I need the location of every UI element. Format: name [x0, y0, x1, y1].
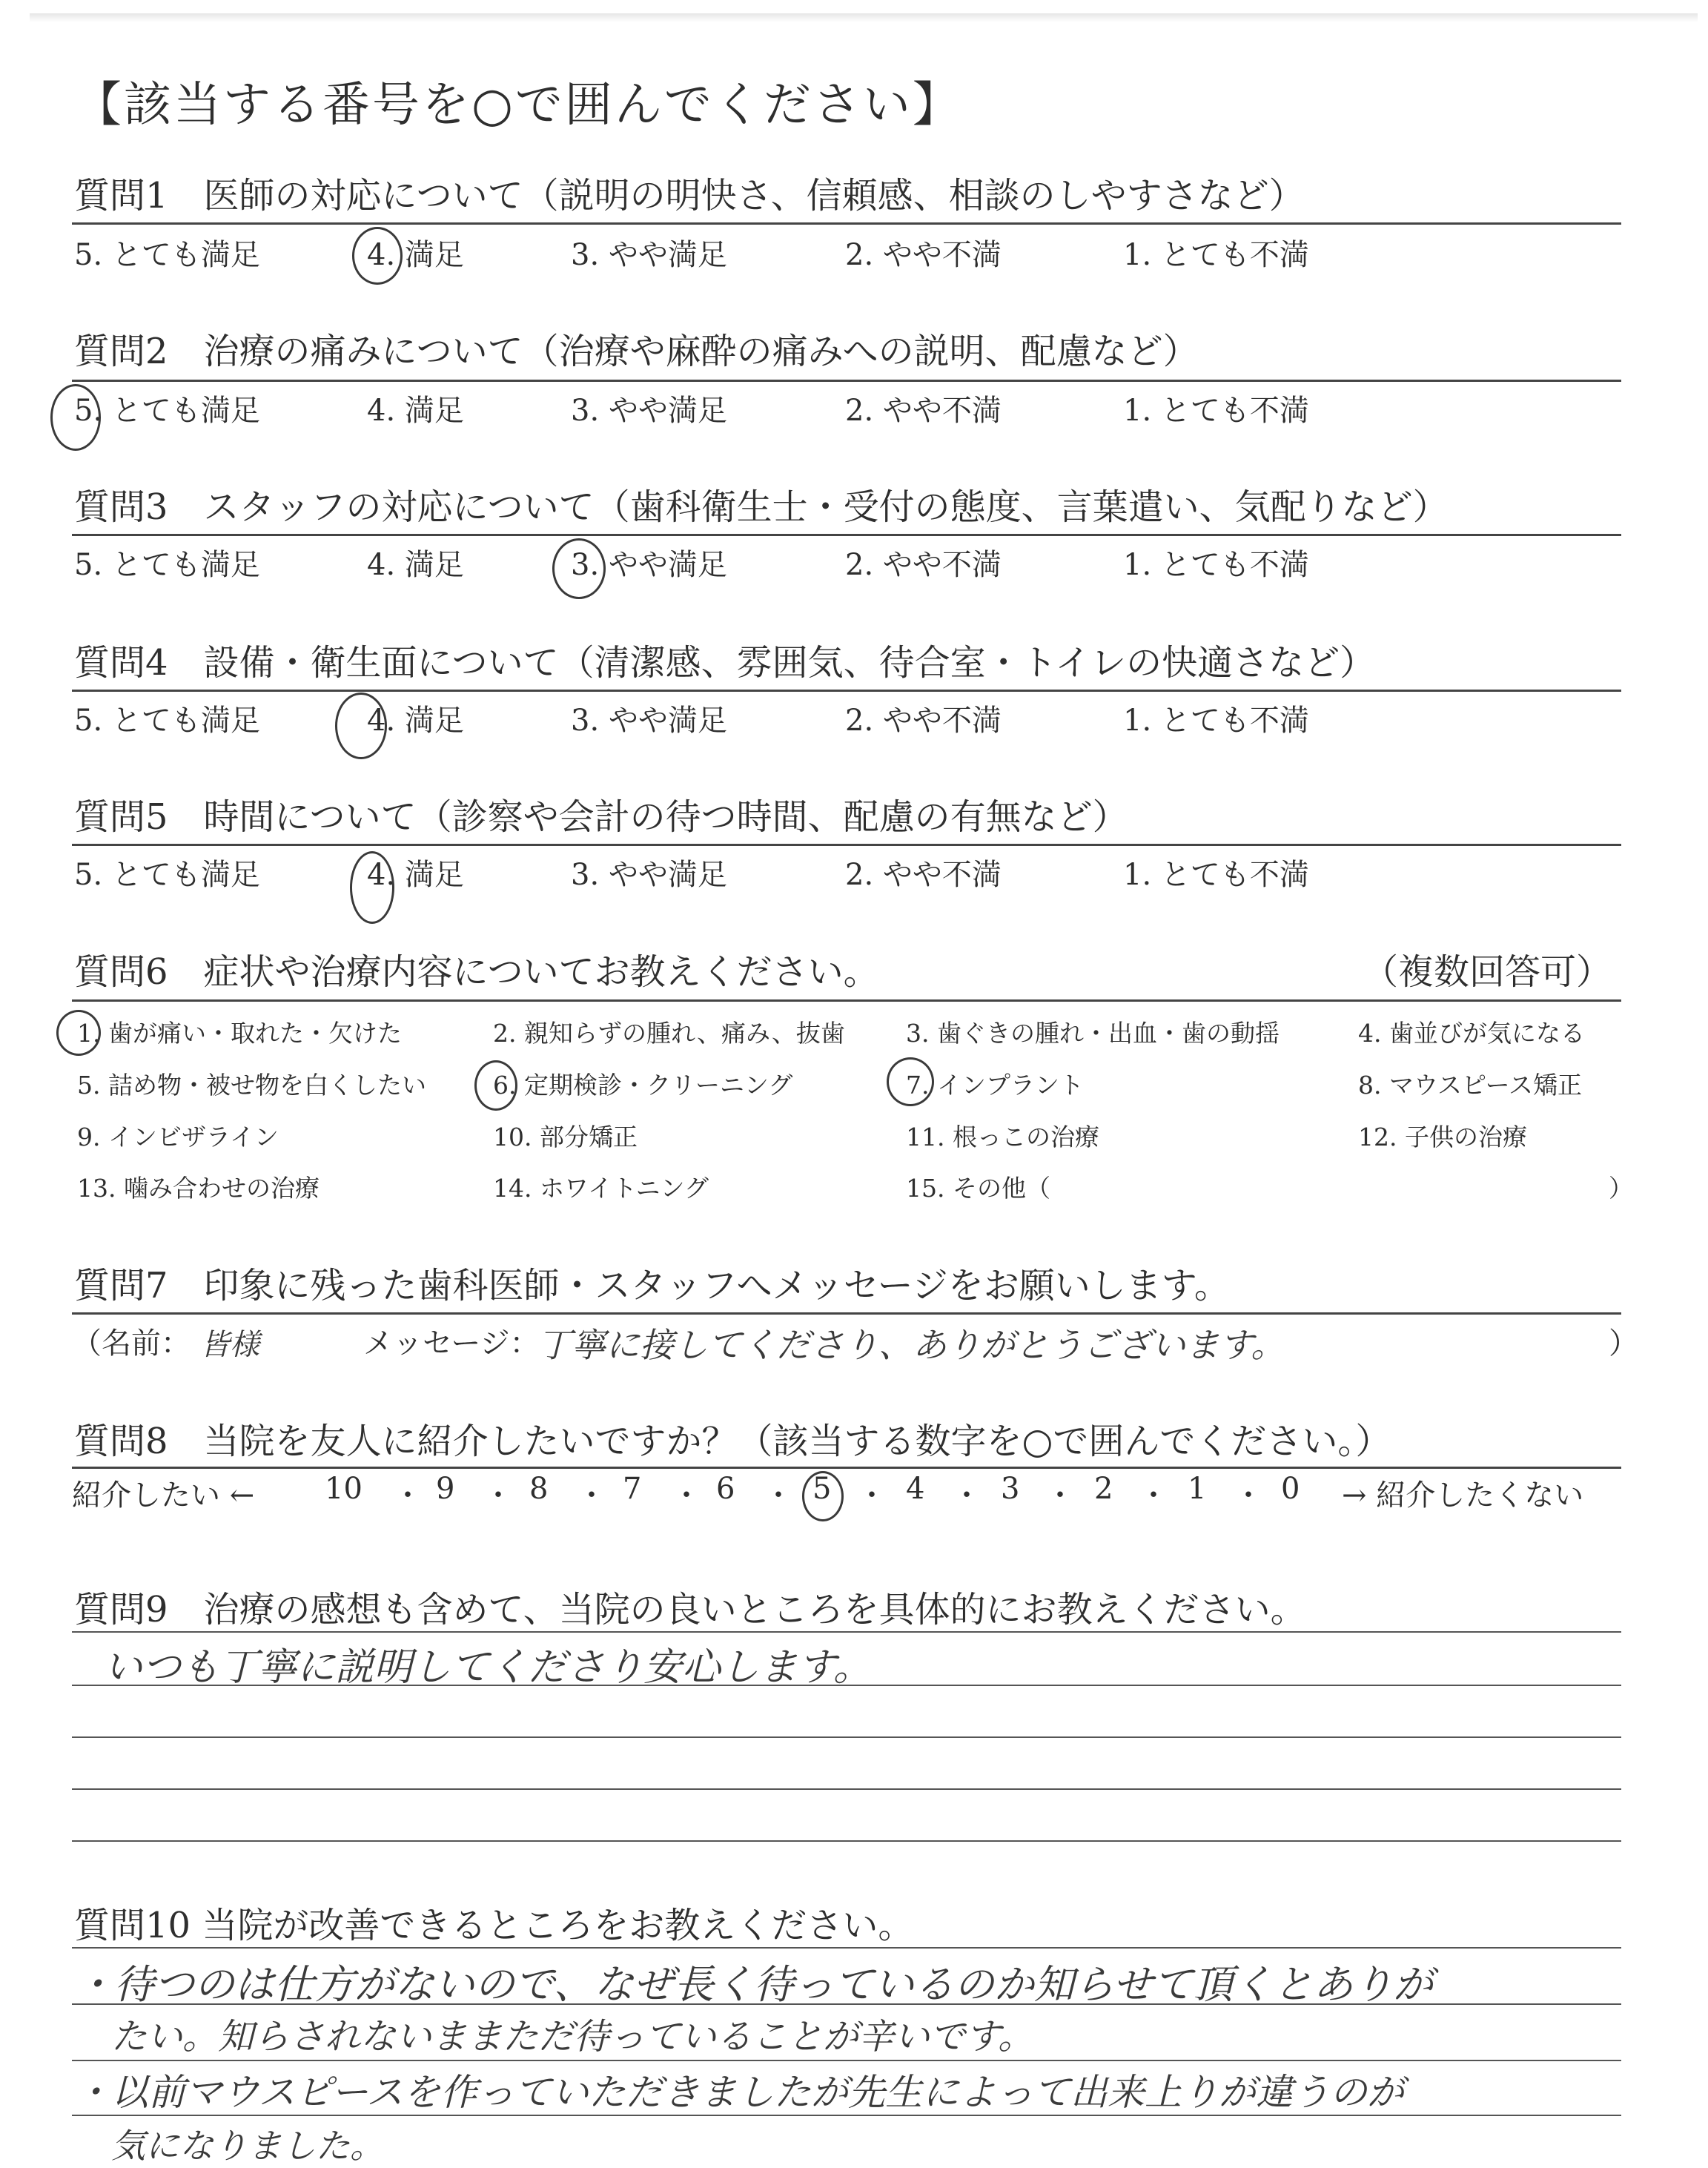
q3-option-5[interactable]: 5. とても満足	[74, 548, 260, 582]
q6-item-8[interactable]: 8. マウスピース矯正	[1358, 1071, 1583, 1100]
q4-option-1[interactable]: 1. とても不満	[1123, 704, 1309, 738]
q1-option-1[interactable]: 1. とても不満	[1123, 238, 1309, 272]
q4-option-2[interactable]: 2. やや不満	[845, 704, 1002, 738]
q6-selection-circle-7	[887, 1057, 934, 1106]
question-8-title: 質問8 当院を友人に紹介したいですか？（該当する数字を○で囲んでください。）	[74, 1421, 1391, 1462]
q8-scale-2[interactable]: 2	[1094, 1472, 1113, 1506]
q8-scale-6[interactable]: 6	[716, 1472, 735, 1506]
q6-item-1[interactable]: 1. 歯が痛い・取れた・欠けた	[77, 1019, 402, 1048]
question-5-rule	[72, 844, 1621, 846]
q1-option-2[interactable]: 2. やや不満	[845, 238, 1002, 272]
q5-selection-circle	[350, 851, 394, 924]
q6-item-2[interactable]: 2. 親知らずの腫れ、痛み、抜歯	[493, 1019, 845, 1048]
q2-option-4[interactable]: 4. 満足	[367, 394, 464, 428]
q6-item-15-close: ）	[1609, 1174, 1633, 1203]
q2-selection-circle	[50, 384, 101, 451]
q5-option-3[interactable]: 3. やや満足	[571, 858, 727, 892]
q8-left-label: 紹介したい ←	[72, 1478, 255, 1513]
q7-name-value[interactable]: 皆様	[200, 1328, 259, 1362]
q7-close: ）	[1609, 1326, 1638, 1361]
q9-answer-line-1[interactable]: いつも丁寧に説明してくださり安心します。	[104, 1645, 872, 1690]
q4-selection-circle	[335, 693, 387, 759]
q2-option-2[interactable]: 2. やや不満	[845, 394, 1002, 428]
q6-selection-circle-6	[474, 1060, 517, 1111]
question-7-rule	[72, 1312, 1621, 1315]
q9-line-5	[72, 1840, 1621, 1842]
q6-item-9[interactable]: 9. インビザライン	[77, 1123, 279, 1151]
question-4-title: 質問4 設備・衛生面について（清潔感、雰囲気、待合室・トイレの快適さなど）	[74, 642, 1376, 684]
q9-line-4	[72, 1788, 1621, 1790]
q8-scale-3[interactable]: 3	[1001, 1472, 1020, 1506]
q4-option-3[interactable]: 3. やや満足	[571, 704, 727, 738]
q6-item-11[interactable]: 11. 根っこの治療	[906, 1123, 1099, 1151]
q10-line-1	[72, 1947, 1621, 1949]
question-9-title: 質問9 治療の感想も含めて、当院の良いところを具体的にお教えください。	[74, 1589, 1306, 1630]
q8-scale-0[interactable]: 0	[1281, 1472, 1300, 1506]
q10-answer-line-2[interactable]: たい。知らされないままただ待っていることが辛いです。	[111, 2016, 1034, 2058]
q8-sep: ・	[393, 1478, 423, 1513]
scan-top-edge	[30, 13, 1698, 22]
q10-line-3	[72, 2060, 1621, 2061]
q8-sep: ・	[857, 1478, 887, 1513]
q4-option-4[interactable]: 4. 満足	[367, 704, 464, 738]
q8-right-label: → 紹介したくない	[1342, 1478, 1584, 1513]
q8-sep: ・	[577, 1478, 606, 1513]
q8-sep: ・	[672, 1478, 701, 1513]
question-4-rule	[72, 690, 1621, 692]
q8-scale-5[interactable]: 5	[812, 1472, 832, 1506]
q7-name-label: （名前：	[72, 1326, 191, 1361]
q8-sep: ・	[1045, 1478, 1075, 1513]
q1-selection-circle	[352, 227, 403, 285]
q6-item-5[interactable]: 5. 詰め物・被せ物を白くしたい	[77, 1071, 426, 1100]
q6-item-4[interactable]: 4. 歯並びが気になる	[1358, 1019, 1585, 1048]
q7-message-label: メッセージ：	[363, 1326, 540, 1361]
question-6-note: （複数回答可）	[1363, 951, 1612, 993]
q7-message-value[interactable]: 丁寧に接してくださり、ありがとうございます。	[537, 1325, 1285, 1365]
question-1-rule	[72, 222, 1621, 225]
q9-line-1	[72, 1631, 1621, 1633]
q10-answer-line-1[interactable]: ・待つのは仕方がないので、なぜ長く待っているのか知らせて頂くとありが	[74, 1961, 1434, 2008]
page-title: 【該当する番号を○で囲んでください】	[74, 78, 962, 133]
q8-scale-10[interactable]: 10	[325, 1472, 363, 1506]
q5-option-2[interactable]: 2. やや不満	[845, 858, 1002, 892]
q6-item-13[interactable]: 13. 噛み合わせの治療	[77, 1174, 320, 1203]
question-8-rule	[72, 1467, 1621, 1469]
q10-answer-line-3[interactable]: ・以前マウスピースを作っていただきましたが先生によって出来上りが違うのが	[74, 2071, 1404, 2114]
q5-option-1[interactable]: 1. とても不満	[1123, 858, 1309, 892]
q8-scale-1[interactable]: 1	[1188, 1472, 1207, 1506]
q3-selection-circle	[552, 538, 606, 599]
q8-scale-9[interactable]: 9	[436, 1472, 455, 1506]
q8-sep: ・	[764, 1478, 793, 1513]
question-1-title: 質問1 医師の対応について（説明の明快さ、信頼感、相談のしやすさなど）	[74, 175, 1305, 217]
q3-option-3[interactable]: 3. やや満足	[571, 548, 727, 582]
q1-option-4[interactable]: 4. 満足	[367, 238, 464, 272]
question-10-title: 質問10 当院が改善できるところをお教えください。	[74, 1905, 914, 1946]
question-3-rule	[72, 534, 1621, 536]
q5-option-4[interactable]: 4. 満足	[367, 858, 464, 892]
q3-option-2[interactable]: 2. やや不満	[845, 548, 1002, 582]
q6-selection-circle-1	[56, 1010, 101, 1056]
q6-item-6[interactable]: 6. 定期検診・クリーニング	[493, 1071, 793, 1100]
q8-sep: ・	[483, 1478, 513, 1513]
q2-option-5[interactable]: 5. とても満足	[74, 394, 260, 428]
q8-sep: ・	[1234, 1478, 1263, 1513]
q2-option-3[interactable]: 3. やや満足	[571, 394, 727, 428]
question-2-title: 質問2 治療の痛みについて（治療や麻酔の痛みへの説明、配慮など）	[74, 331, 1199, 372]
question-5-title: 質問5 時間について（診察や会計の待つ時間、配慮の有無など）	[74, 796, 1128, 838]
question-2-rule	[72, 380, 1621, 382]
q5-option-5[interactable]: 5. とても満足	[74, 858, 260, 892]
q8-selection-circle	[802, 1471, 844, 1521]
q3-option-4[interactable]: 4. 満足	[367, 548, 464, 582]
q6-item-7[interactable]: 7. インプラント	[906, 1071, 1084, 1100]
q6-item-14[interactable]: 14. ホワイトニング	[493, 1174, 709, 1203]
q8-scale-8[interactable]: 8	[529, 1472, 549, 1506]
q3-option-1[interactable]: 1. とても不満	[1123, 548, 1309, 582]
q9-line-3	[72, 1736, 1621, 1738]
q8-scale-4[interactable]: 4	[906, 1472, 925, 1506]
q8-sep: ・	[952, 1478, 982, 1513]
question-6-title: 質問6 症状や治療内容についてお教えください。	[74, 951, 879, 993]
q6-item-3[interactable]: 3. 歯ぐきの腫れ・出血・歯の動揺	[906, 1019, 1280, 1048]
q8-sep: ・	[1139, 1478, 1168, 1513]
q6-item-12[interactable]: 12. 子供の治療	[1358, 1123, 1527, 1151]
question-3-title: 質問3 スタッフの対応について（歯科衛生士・受付の態度、言葉遣い、気配りなど）	[74, 486, 1449, 528]
q10-answer-line-4[interactable]: 気になりました。	[111, 2126, 384, 2166]
q8-scale-7[interactable]: 7	[623, 1472, 642, 1506]
q6-item-10[interactable]: 10. 部分矯正	[493, 1123, 638, 1151]
q1-option-3[interactable]: 3. やや満足	[571, 238, 727, 272]
question-7-title: 質問7 印象に残った歯科医師・スタッフへメッセージをお願いします。	[74, 1265, 1230, 1306]
q6-item-15[interactable]: 15. その他（	[906, 1174, 1050, 1203]
q1-option-5[interactable]: 5. とても満足	[74, 238, 260, 272]
q4-option-5[interactable]: 5. とても満足	[74, 704, 260, 738]
question-6-rule	[72, 999, 1621, 1002]
q2-option-1[interactable]: 1. とても不満	[1123, 394, 1309, 428]
